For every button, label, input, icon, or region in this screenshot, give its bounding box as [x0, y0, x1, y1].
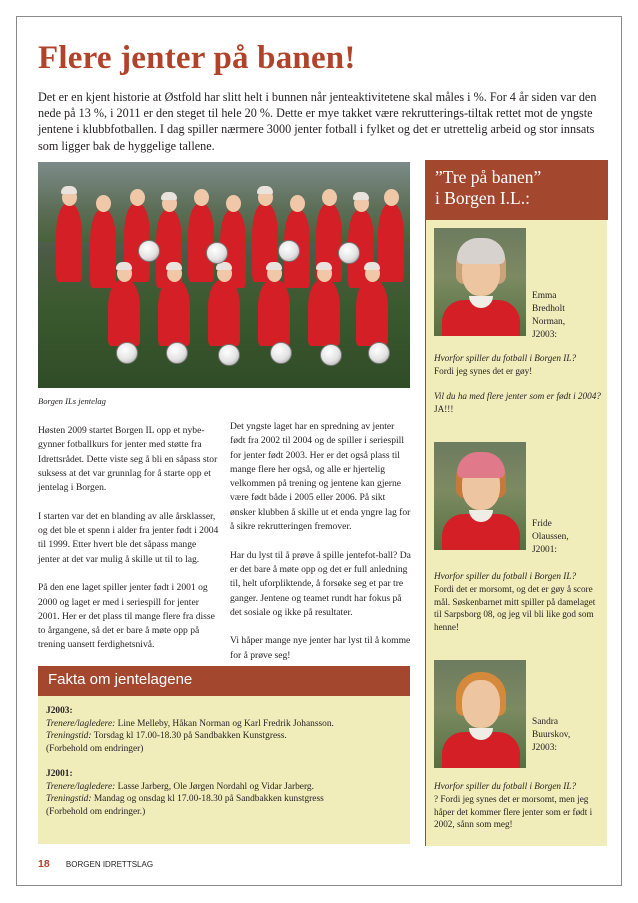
football — [320, 344, 342, 366]
player-figure — [258, 280, 290, 346]
facts-body — [38, 696, 410, 840]
player-name-sandra: Sandra Buurskov, J2003: — [532, 717, 571, 753]
photo-caption: Borgen ILs jentelag — [38, 396, 106, 406]
page-title: Flere jenter på banen! — [38, 40, 356, 76]
football — [116, 342, 138, 364]
player-interview-fride — [434, 570, 602, 634]
sidebar-heading — [426, 160, 608, 220]
player-interview-emma — [434, 352, 602, 416]
facts-box — [38, 666, 410, 844]
player-figure — [108, 280, 140, 346]
team-facts-j2001: J2001: Trenere/lagledere: Lasse Jarberg, Ole Jørgen Nordahl og Vidar Jarberg. Treningstid: Mandag og onsdag kl 17.00-18.30 på Sandbakken kunstgress (Forbehold om endringer.) — [46, 768, 402, 818]
player-figure — [56, 204, 82, 282]
question: Hvorfor spiller du fotball i Borgen IL? — [434, 353, 577, 363]
sidebar-heading-line-2: i Borgen I.L.: — [435, 188, 530, 208]
publication-name: BORGEN IDRETTSLAG — [65, 860, 154, 869]
page-footer — [38, 858, 153, 870]
football — [218, 344, 240, 366]
player-name-fride: Fride Olaussen, J2001: — [532, 519, 569, 555]
football — [338, 242, 360, 264]
article-paragraph: Vi håper mange nye jenter har lyst til å komme for å prøve seg! — [230, 635, 411, 661]
team-facts-j2003: J2003: Trenere/lagledere: Line Melleby, Håkan Norman og Karl Fredrik Johansson. Treningstid: Torsdag kl 17.00-18.30 på Sandbakken Kunstgress. (Forbehold om endringer) — [46, 705, 402, 755]
article-column-2 — [230, 420, 412, 677]
sidebar-interviews — [425, 160, 607, 846]
team-label: J2001: — [46, 768, 73, 779]
article-paragraph: Har du lyst til å prøve å spille jentefot-ball? Da er det bare å møte opp og det er full anledning til, helt uforpliktende, å forsøke seg et par tre ganger. Jentene og teamet rundt har fokus på det sosiale og ikke på resultater. — [230, 549, 411, 618]
player-figure — [356, 280, 388, 346]
answer: JA!!! — [434, 404, 454, 415]
player-figure — [90, 210, 116, 288]
player-figure — [208, 280, 240, 346]
article-paragraph: Det yngste laget har en spredning av jenter født fra 2002 til 2004 og de spiller i seriespill for jenter født 2003. Her er det også plass til mange flere her også, og alle er hjertelig velkommen på trening og jentene kan gjerne være født både i 2005 eller 2006. På sikt ønsker klubben å skille ut et enda yngre lag for å sikre rekrutteringen fremover. — [230, 421, 411, 533]
page-number: 18 — [38, 858, 50, 870]
player-figure — [378, 204, 404, 282]
intro-paragraph: Det er en kjent historie at Østfold har slitt helt i bunnen når jenteaktivitetene skal måles i %. For 4 år siden var den nede på 13 %, i 2011 er den steget til hele 20 %. Dette er mye takket være rekrutterings-tiltak rettet mot de yngste jentene i klubbfotballen. I dag spiller nærmere 3000 jenter fotball i fylket og det er utrettelig arbeid og stor innsats som ligger bak de hyggelige tallene. — [38, 90, 597, 153]
article-column-1 — [38, 424, 220, 667]
answer: Fordi det er morsomt, og det er gøy å score mål. Søskenbarnet mitt spiller på damelaget til Sarpsborg 08, og jeg vil bli like god som henne! — [434, 583, 596, 633]
sidebar-heading-line-1: ”Tre på banen” — [435, 167, 542, 187]
football — [278, 240, 300, 262]
football — [166, 342, 188, 364]
article-paragraph: I starten var det en blanding av alle årsklasser, og det ble et spenn i alder fra jenter født i 2004 til 1999. Etter hvert ble det såpass mange jenter at det var mulig å skille ut til to lag. — [38, 510, 219, 565]
article-paragraph: Høsten 2009 startet Borgen IL opp et nybe-gynner fotballkurs for jenter med støtte fra Idrettsrådet. Dette viste seg å bli en såpass stor suksess at det var grunnlag for å starte opp et jentelag i Borgen. — [38, 425, 218, 494]
answer: ? Fordi jeg synes det er morsomt, men jeg håper det kommer flere jenter som er født i 2002, sånn som meg! — [434, 793, 593, 830]
player-photo-sandra — [434, 660, 526, 768]
question: Hvorfor spiller du fotball i Borgen IL? — [434, 781, 577, 791]
player-figure — [308, 280, 340, 346]
question: Vil du ha med flere jenter som er født i 2004? — [434, 391, 601, 402]
player-name-emma: Emma Bredholt Norman, J2003: — [532, 291, 566, 340]
player-photo-emma — [434, 228, 526, 336]
article-paragraph: På den ene laget spiller jenter født i 2001 og 2000 og laget er med i seriespill for jenter 2001. Her er det plass til mange flere fra disse to årgangene, så det er bare å møte opp på trening uansett ferdighetsnivå. — [38, 582, 215, 651]
team-label: J2003: — [46, 706, 73, 716]
football — [206, 242, 228, 264]
player-figure — [158, 280, 190, 346]
football — [270, 342, 292, 364]
answer: Fordi jeg synes det er gøy! — [434, 365, 533, 376]
football — [138, 240, 160, 262]
player-interview-sandra — [434, 780, 602, 831]
team-photo — [38, 162, 410, 388]
question: Hvorfor spiller du fotball i Borgen IL? — [434, 571, 577, 581]
football — [368, 342, 390, 364]
player-photo-fride — [434, 442, 526, 550]
facts-heading: Fakta om jentelagene — [38, 666, 410, 696]
